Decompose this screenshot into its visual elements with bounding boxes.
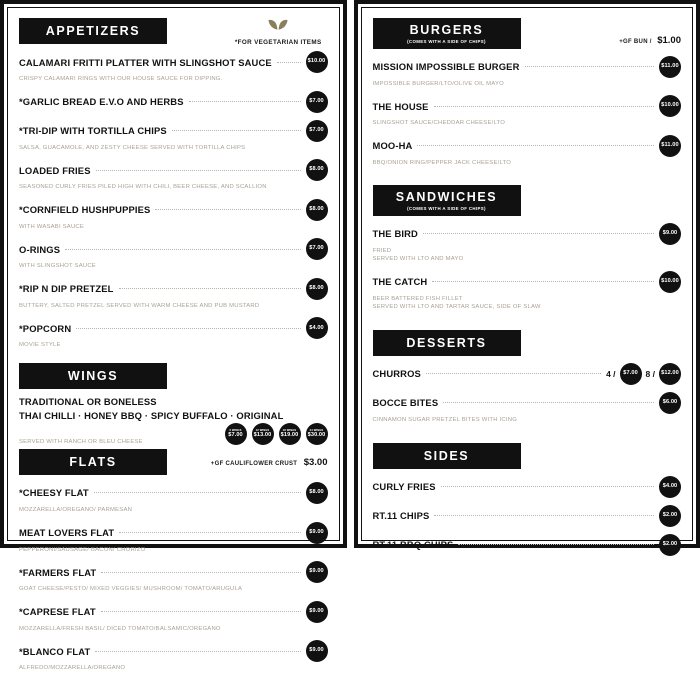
price-value: $10.00 <box>661 279 679 285</box>
price-qty-label: 8 / <box>646 369 655 379</box>
price-badge <box>659 223 681 245</box>
menu-page-right <box>354 0 700 548</box>
menu-item-description: FRIED <box>373 247 682 256</box>
menu-item <box>19 278 328 311</box>
menu-item-description: SLINGSHOT SAUCE/CHEDDAR CHEESE/LTO <box>373 119 682 128</box>
price-value: $7.00 <box>309 128 324 134</box>
gf-crust-note <box>211 452 328 471</box>
price-qty-label: 6 WINGS <box>229 430 241 433</box>
menu-item <box>19 522 328 555</box>
menu-item <box>373 534 682 556</box>
price-value: $7.00 <box>228 433 243 439</box>
menu-item-name: CURLY FRIES <box>373 481 436 492</box>
menu-item-description: MOZZARELLA/OREGANO/ PARMESAN <box>19 506 328 515</box>
menu-item <box>19 91 328 113</box>
leader-dots <box>426 373 601 374</box>
price-value: $10.00 <box>308 59 326 65</box>
menu-item-name: THE HOUSE <box>373 101 429 112</box>
price-value: $10.00 <box>661 103 679 109</box>
price-value: $7.00 <box>623 371 638 377</box>
menu-item <box>19 561 328 594</box>
leader-dots <box>277 62 301 63</box>
section-header-desserts <box>373 330 521 356</box>
wings-price-list <box>225 423 328 445</box>
appetizers-header-row <box>19 18 328 51</box>
leader-dots <box>101 611 301 612</box>
section-title-appetizers: APPETIZERS <box>19 23 167 39</box>
section-header-burgers <box>373 18 521 49</box>
section-header-flats <box>19 449 167 475</box>
leader-dots <box>95 651 300 652</box>
price-value: $9.00 <box>663 231 678 237</box>
price-value: $7.00 <box>309 99 324 105</box>
menu-item-name: MEAT LOVERS FLAT <box>19 527 114 538</box>
leader-dots <box>76 328 300 329</box>
menu-item <box>19 601 328 634</box>
leader-dots <box>441 486 654 487</box>
price-badge <box>659 56 681 78</box>
menu-item-description: CRISPY CALAMARI RINGS WITH OUR HOUSE SAUCE FOR DIPPING. <box>19 75 328 84</box>
menu-item <box>373 223 682 264</box>
price-value: $11.00 <box>661 143 678 149</box>
section-header-wings <box>19 363 167 389</box>
menu-item <box>19 159 328 192</box>
section-title-burgers: BURGERS <box>373 23 521 37</box>
price-group <box>606 363 681 385</box>
price-value: $8.00 <box>309 286 324 292</box>
section-title-sides: SIDES <box>373 448 521 464</box>
wings-block <box>19 396 328 445</box>
price-value: $8.00 <box>309 207 324 213</box>
menu-item <box>373 363 682 385</box>
section-header-appetizers <box>19 18 167 44</box>
price-badge <box>659 534 681 556</box>
menu-item <box>373 271 682 312</box>
price-badge <box>306 91 328 113</box>
menu-item-name: *GARLIC BREAD E.V.O AND HERBS <box>19 96 184 107</box>
price-value: $2.00 <box>663 513 678 519</box>
flats-item-list <box>19 482 328 673</box>
menu-item-name: *CHEESY FLAT <box>19 487 89 498</box>
price-badge <box>659 95 681 117</box>
menu-item-description: BUTTERY, SALTED PRETZEL SERVED WITH WARM CHEESE AND PUB MUSTARD <box>19 302 328 311</box>
menu-item-description: MOZZARELLA/FRESH BASIL/ DICED TOMATO/BALSAMIC/OREGANO <box>19 625 328 634</box>
price-badge <box>306 51 328 73</box>
menu-item-description: MOVIE STYLE <box>19 341 328 350</box>
wings-flavors-line: THAI CHILLI · HONEY BBQ · SPICY BUFFALO · ORIGINAL <box>19 410 328 421</box>
price-value: $7.00 <box>309 246 324 252</box>
leader-dots <box>119 288 301 289</box>
price-badge <box>306 317 328 339</box>
price-qty-label: 18 WINGS <box>283 430 297 433</box>
menu-item-description: IMPOSSIBLE BURGER/LTO/OLIVE OIL MAYO <box>373 80 682 89</box>
price-badge <box>252 423 274 445</box>
price-badge <box>306 601 328 623</box>
price-badge <box>659 505 681 527</box>
price-badge <box>225 423 247 445</box>
section-title-flats: FLATS <box>19 454 167 470</box>
menu-page-left-content <box>7 7 340 541</box>
price-value: $2.00 <box>663 542 678 548</box>
leader-dots <box>101 572 300 573</box>
price-badge <box>306 159 328 181</box>
menu-item-description: BEER BATTERED FISH FILLET <box>373 295 682 304</box>
gf-bun-price: $1.00 <box>657 35 681 46</box>
price-value: $9.00 <box>309 609 324 615</box>
leader-dots <box>434 106 654 107</box>
menu-item-description: GOAT CHEESE/PESTO/ MIXED VEGGIES/ MUSHROOM/ TOMATO/ARUGULA <box>19 585 328 594</box>
menu-item-name: CHURROS <box>373 368 421 379</box>
menu-item <box>373 505 682 527</box>
section-header-sides <box>373 443 521 469</box>
menu-item <box>373 56 682 89</box>
price-badge <box>306 561 328 583</box>
price-value: $13.00 <box>254 433 272 439</box>
sides-item-list <box>373 476 682 556</box>
wings-style-line: TRADITIONAL OR BONELESS <box>19 396 328 407</box>
price-badge <box>306 199 328 221</box>
gf-bun-note <box>619 18 681 48</box>
menu-item <box>19 482 328 515</box>
price-badge <box>279 423 301 445</box>
menu-item-name: THE BIRD <box>373 228 418 239</box>
sandwiches-item-list <box>373 223 682 312</box>
leader-dots <box>443 402 654 403</box>
price-value: $8.00 <box>309 490 324 496</box>
price-value: $4.00 <box>663 484 678 490</box>
menu-item <box>19 120 328 153</box>
price-badge <box>659 392 681 414</box>
price-badge <box>306 278 328 300</box>
price-value: $19.00 <box>281 433 299 439</box>
leader-dots <box>417 145 654 146</box>
menu-page-left <box>0 0 347 548</box>
section-header-sandwiches <box>373 185 521 216</box>
leader-dots <box>94 492 301 493</box>
price-badge <box>659 363 681 385</box>
gf-bun-label: +GF BUN / <box>619 39 652 45</box>
leaf-icon <box>268 19 288 30</box>
menu-item-name: *BLANCO FLAT <box>19 646 90 657</box>
appetizers-item-list <box>19 51 328 350</box>
menu-item <box>373 392 682 425</box>
leader-dots <box>434 515 654 516</box>
section-title-sandwiches: SANDWICHES <box>373 190 521 204</box>
menu-item-name: CALAMARI FRITTI PLATTER WITH SLINGSHOT SAUCE <box>19 57 272 68</box>
price-badge <box>306 120 328 142</box>
gf-crust-label: +GF CAULIFLOWER CRUST <box>211 461 297 467</box>
menu-item-description: ALFREDO/MOZZARELLA/OREGANO <box>19 664 328 673</box>
menu-page-right-content <box>361 7 694 541</box>
menu-item-name: LOADED FRIES <box>19 165 91 176</box>
menu-item-description: WITH WASABI SAUCE <box>19 223 328 232</box>
vegetarian-note-text: *FOR VEGETARIAN ITEMS <box>235 39 322 46</box>
menu-item-name: *CORNFIELD HUSHPUPPIES <box>19 204 150 215</box>
price-badge <box>306 423 328 445</box>
burgers-header-row <box>373 18 682 56</box>
menu-item-name: RT.11 BBQ CHIPS <box>373 539 454 550</box>
menu-item <box>19 238 328 271</box>
leader-dots <box>155 209 300 210</box>
menu-item <box>373 476 682 498</box>
price-value: $9.00 <box>309 648 324 654</box>
leader-dots <box>189 101 301 102</box>
menu-item-description-secondary: SERVED WITH LTO AND TARTAR SAUCE, SIDE OF SLAW <box>373 303 682 312</box>
menu-item-description: PEPPERONI/SAUSAGE/ BACON/ CHORIZO <box>19 546 328 555</box>
price-badge <box>306 482 328 504</box>
price-badge <box>659 271 681 293</box>
price-badge <box>306 522 328 544</box>
leader-dots <box>432 281 654 282</box>
menu-item-name: *FARMERS FLAT <box>19 567 96 578</box>
menu-item-description: SEASONED CURLY FRIES PILED HIGH WITH CHILI, BEER CHEESE, AND SCALLION <box>19 183 328 192</box>
menu-item-description: BBQ/ONION RING/PEPPER JACK CHEESE/LTO <box>373 159 682 168</box>
menu-item-description: CINNAMON SUGAR PRETZEL BITES WITH ICING <box>373 416 682 425</box>
menu-item-description: SALSA, GUACAMOLE, AND ZESTY CHEESE SERVED WITH TORTILLA CHIPS <box>19 144 328 153</box>
menu-item-name: *POPCORN <box>19 323 71 334</box>
menu-item-name: O-RINGS <box>19 244 60 255</box>
price-value: $6.00 <box>663 400 678 406</box>
menu-item-name: MISSION IMPOSSIBLE BURGER <box>373 61 520 72</box>
menu-item <box>373 135 682 168</box>
section-subtitle-burgers: (COMES WITH A SIDE OF CHIPS) <box>373 39 521 44</box>
menu-item-name: BOCCE BITES <box>373 397 439 408</box>
price-qty-label: 4 / <box>606 369 615 379</box>
price-qty-label: 24 WINGS <box>310 430 324 433</box>
price-value: $30.00 <box>308 433 326 439</box>
menu-item <box>19 199 328 232</box>
menu-item <box>373 95 682 128</box>
gf-crust-price: $3.00 <box>304 457 328 468</box>
leader-dots <box>423 233 654 234</box>
section-subtitle-sandwiches: (COMES WITH A SIDE OF CHIPS) <box>373 206 521 211</box>
price-value: $12.00 <box>661 371 679 377</box>
price-badge <box>306 640 328 662</box>
menu-item <box>19 640 328 673</box>
desserts-item-list <box>373 363 682 425</box>
price-value: $11.00 <box>661 64 678 70</box>
section-title-desserts: DESSERTS <box>373 335 521 351</box>
menu-item-name: MOO-HA <box>373 140 413 151</box>
price-value: $8.00 <box>309 167 324 173</box>
price-badge <box>659 476 681 498</box>
leader-dots <box>172 130 301 131</box>
leader-dots <box>65 249 300 250</box>
menu-item-description-secondary: SERVED WITH LTO AND MAYO <box>373 255 682 264</box>
menu-item-name: RT.11 CHIPS <box>373 510 430 521</box>
menu-item-name: *CAPRESE FLAT <box>19 606 96 617</box>
menu-item <box>19 317 328 350</box>
vegetarian-note <box>235 18 328 49</box>
leader-dots <box>96 170 301 171</box>
price-value: $9.00 <box>309 530 324 536</box>
wings-served-note: SERVED WITH RANCH OR BLEU CHEESE <box>19 439 143 445</box>
price-badge <box>306 238 328 260</box>
leader-dots <box>525 66 655 67</box>
menu-item-description: WITH SLINGSHOT SAUCE <box>19 262 328 271</box>
leader-dots <box>458 544 654 545</box>
leader-dots <box>119 532 300 533</box>
menu-item-name: *RIP N DIP PRETZEL <box>19 283 114 294</box>
price-badge <box>659 135 681 157</box>
price-value: $4.00 <box>309 326 324 332</box>
price-value: $9.00 <box>309 569 324 575</box>
menu-item-name: *TRI-DIP WITH TORTILLA CHIPS <box>19 125 167 136</box>
menu-item <box>19 51 328 84</box>
wings-footer-row <box>19 423 328 445</box>
price-badge <box>620 363 642 385</box>
price-qty-label: 12 WINGS <box>256 430 270 433</box>
burgers-item-list <box>373 56 682 168</box>
section-title-wings: WINGS <box>19 368 167 384</box>
flats-header-row <box>19 449 328 475</box>
menu-item-name: THE CATCH <box>373 276 428 287</box>
